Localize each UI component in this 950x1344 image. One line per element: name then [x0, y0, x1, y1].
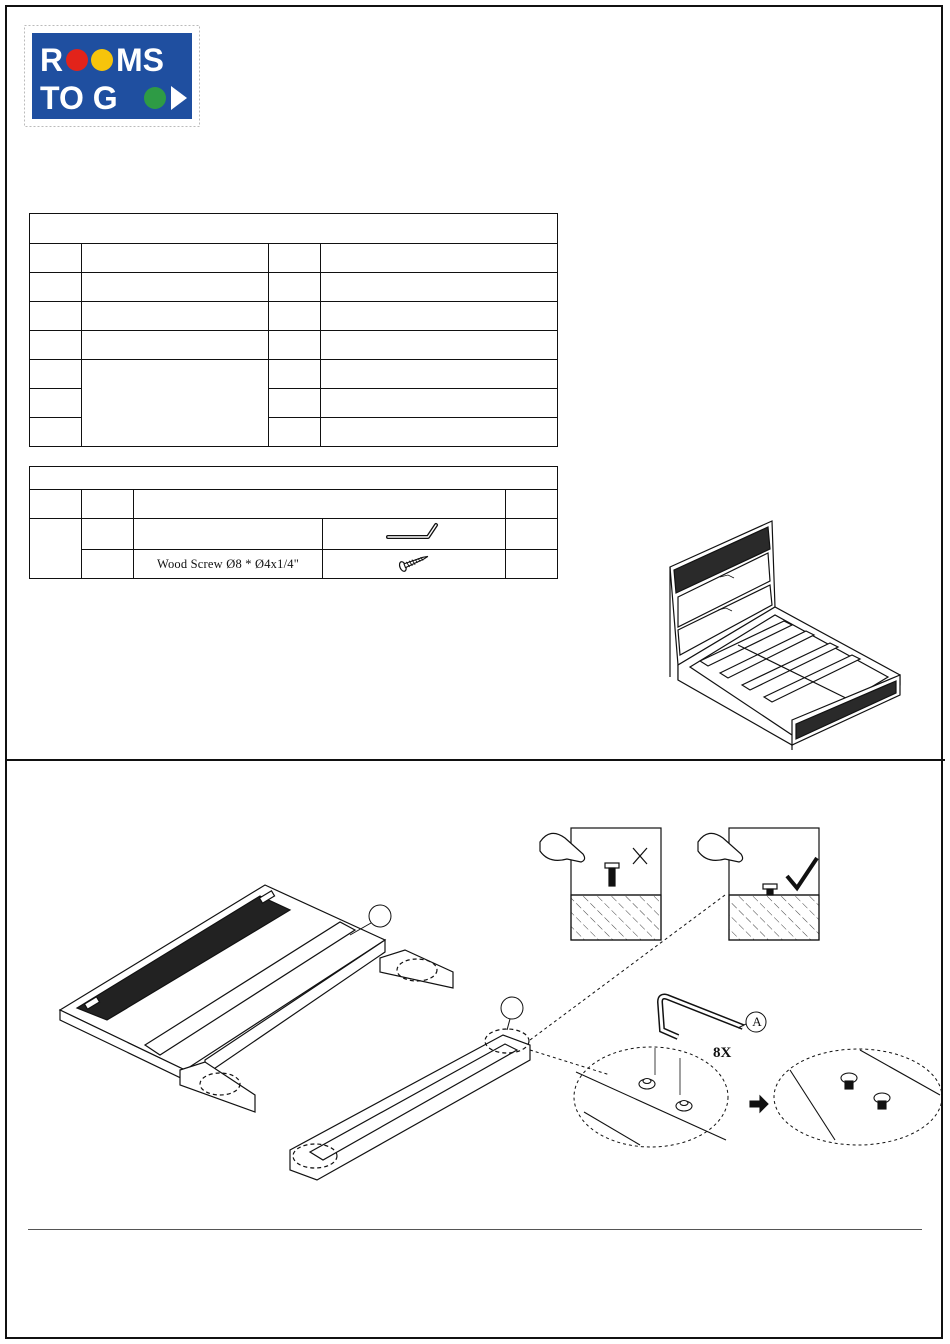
footer-rule — [28, 1229, 922, 1230]
hardware-label-1: Wood Screw Ø8 * Ø4x1/4" — [134, 550, 323, 579]
wood-screw-icon — [323, 550, 506, 579]
parts-table-header — [30, 214, 558, 244]
svg-text:R: R — [40, 42, 64, 78]
hardware-label-0 — [134, 519, 323, 550]
rooms-to-go-logo — [24, 25, 200, 127]
step1-assembly-diagram — [55, 880, 545, 1185]
svg-text:MS: MS — [116, 42, 164, 78]
tool-callout-label: A — [752, 1014, 762, 1029]
section-divider — [5, 759, 945, 761]
hardware-table — [29, 466, 558, 579]
hardware-table-header — [30, 467, 558, 490]
parts-table — [29, 213, 558, 447]
allen-key-icon — [323, 519, 506, 550]
svg-text:TO G: TO G — [40, 80, 118, 116]
detail-callouts — [500, 890, 950, 1155]
assembled-bed-illustration — [660, 515, 910, 750]
quantity-label: 8X — [713, 1045, 732, 1061]
